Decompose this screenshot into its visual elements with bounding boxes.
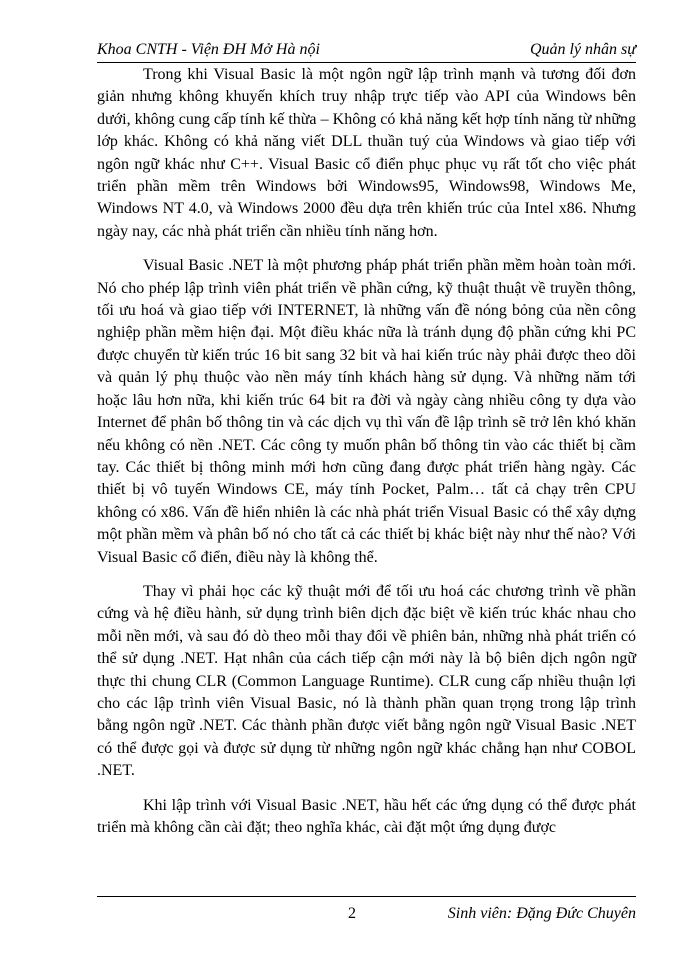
footer-student: Sinh viên: Đặng Đức Chuyên — [447, 905, 636, 922]
header-topic: Quản lý nhân sự — [529, 41, 636, 58]
paragraph-2: Visual Basic .NET là một phương pháp phát triển phần mềm hoàn toàn mới. Nó cho phép lập trình viên phát triển về phần cứng, kỹ thuật thuật về truyền thông, tối ưu hoá và giao tiếp với INTERNET, là những vấn đề nóng bỏng của nền công nghiệp phần mềm hiện đại. Một điều khác nữa là tránh dụng độ phần cứng khi PC được chuyển từ kiến trúc 16 bit sang 32 bit và hai kiến trúc này phải được theo dõi và quản lý phụ thuộc vào nền máy tính khách hàng sử dụng. Và những năm tới hoặc lâu hơn nữa, khi kiến trúc 64 bit ra đời và ngày càng nhiều công ty dựa vào Internet để phân bố thông tin và các dịch vụ thì vấn đề lập trình sẽ trở lên khó khăn nếu không có nền .NET. Các công ty muốn phân bố thông tin vào các thiết bị cầm tay. Các thiết bị thông minh mới hơn cũng đang được phát triển hàng ngày. Các thiết bị vô tuyến Windows CE, máy tính Pocket, Palm… tất cả chạy trên CPU không có x86. Vấn đề hiển nhiên là các nhà phát triển Visual Basic có thể xây dựng một phần mềm và phân bố nó cho tất cả các thiết bị khác biệt này như thế nào? Với Visual Basic cổ điển, điều này là không thể. — [97, 257, 636, 566]
body-text — [97, 64, 636, 839]
page-header — [97, 38, 636, 63]
header-faculty: Khoa CNTH - Viện ĐH Mở Hà nội — [97, 41, 320, 58]
paragraph-4: Khi lập trình với Visual Basic .NET, hầu hết các ứng dụng có thể được phát triển mà không cần cài đặt; theo nghĩa khác, cài đặt một ứng dụng được — [97, 796, 636, 836]
paragraph-1: Trong khi Visual Basic là một ngôn ngữ lập trình mạnh và tương đối đơn giản nhưng không khuyến khích truy nhập trực tiếp vào API của Windows bên dưới, không cung cấp tính kế thừa – Không có khả năng kết hợp tính năng từ những lớp khác. Không có khả năng viết DLL thuần tuý của Windows và giao tiếp với ngôn ngữ khác như C++. Visual Basic cổ điển phục phục vụ rất tốt cho việc phát triển phần mềm trên Windows bởi Windows95, Windows98, Windows Me, Windows NT 4.0, và Windows 2000 đều dựa trên khiến trúc của Intel x86. Nhưng ngày nay, các nhà phát triển cần nhiều tính năng hơn. — [97, 66, 636, 240]
paragraph-3: Thay vì phải học các kỹ thuật mới để tối ưu hoá các chương trình về phần cứng và hệ điều hành, sử dụng trình biên dịch đặc biệt về kiến trúc khác nhau cho mỗi nền mới, và sau đó dò theo mỗi thay đổi về phiên bản, những nhà phát triển có thể sử dụng .NET. Hạt nhân của cách tiếp cận mới này là bộ biên dịch ngôn ngữ thực thi chung CLR (Common Language Runtime). CLR cung cấp nhiều thuận lợi cho các lập trình viên Visual Basic, nó là thành phần quan trọng trong lập trình bằng ngôn ngữ .NET. Các thành phần được viết bằng ngôn ngữ Visual Basic .NET có thể được gọi và được sử dụng từ những ngôn ngữ khác chẳng hạn như COBOL .NET. — [97, 582, 636, 780]
page-footer — [97, 896, 636, 923]
page-number: 2 — [348, 905, 356, 922]
